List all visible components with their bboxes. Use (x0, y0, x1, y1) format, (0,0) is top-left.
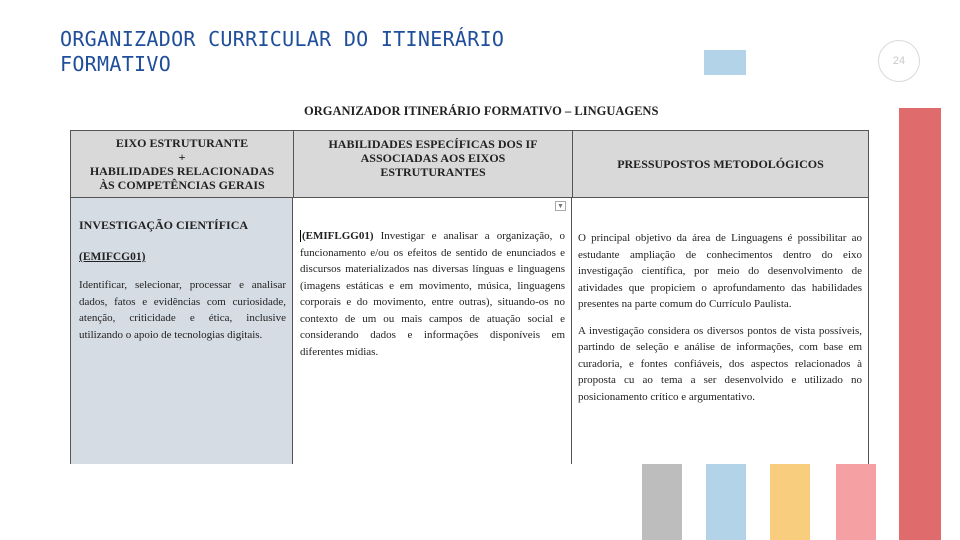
header-methodology: PRESSUPOSTOS METODOLÓGICOS (617, 157, 824, 171)
table-row (70, 198, 869, 464)
axis-cell (70, 198, 293, 464)
skill-paragraph (300, 228, 565, 360)
document-heading: ORGANIZADOR ITINERÁRIO FORMATIVO – LINGUAGENS (304, 104, 659, 118)
axis-code: (EMIFCG01) (79, 251, 146, 263)
header-axis-line2: + (178, 150, 186, 164)
header-axis-line4: ÀS COMPETÊNCIAS GERAIS (99, 178, 265, 192)
organizer-table (70, 130, 869, 464)
page-number-badge (878, 40, 920, 82)
page-number: 24 (892, 55, 906, 67)
header-skills-line2: ASSOCIADAS AOS EIXOS (360, 151, 506, 165)
decorative-gray-bar (642, 464, 682, 540)
header-skills-line1: HABILIDADES ESPECÍFICAS DOS IF (328, 137, 538, 151)
cell-dropdown-icon[interactable]: ▼ (555, 201, 566, 211)
methodology-cell (572, 198, 869, 464)
skill-description: Investigar e analisar a organização, o funcionamento e/ou os efeitos de sentido de enunciados e discursos materializados nas diversas línguas e linguagens (imagens estáticas e em movimento, música, linguagens corporais e do movimento, entre outras), situando-os no contexto de um ou mais campos de atuação social e considerando dados e informações disponíveis em diferentes mídias. (300, 230, 565, 358)
header-axis-line3: HABILIDADES RELACIONADAS (89, 164, 275, 178)
axis-title: INVESTIGAÇÃO CIENTÍFICA (79, 218, 249, 232)
axis-description: Identificar, selecionar, processar e analisar dados, fatos e evidências com curiosidade, atenção, criticidade e ética, inclusive utilizando o apoio de tecnologias digitais. (79, 279, 286, 341)
header-skills (294, 131, 573, 197)
slide-title-line2: FORMATIVO (60, 52, 172, 76)
header-skills-line3: ESTRUTURANTES (380, 165, 486, 179)
skills-cell (293, 198, 572, 464)
header-axis (71, 131, 294, 197)
skill-code: (EMIFLGG01) (302, 230, 374, 242)
header-axis-line1: EIXO ESTRUTURANTE (115, 136, 249, 150)
methodology-paragraph-2: A investigação considera os diversos pontos de vista possíveis, partindo de seleção e análise de informações, com base em curadoria, e fontes confiáveis, dos aspectos relacionados à proposta cu ao tema a ser desenvolvido e utilizado no posicionamento crítico e argumentativo. (578, 324, 862, 403)
slide-title (60, 27, 660, 77)
methodology-paragraph-1: O principal objetivo da área de Linguagens é possibilitar ao estudante ampliação de conhecimentos dentro do eixo investigação científica, por meio do desenvolvimento de atividades que propiciem o aprofundamento das habilidades presentes na parte comum do Currículo Paulista. (578, 232, 862, 310)
decorative-blue-rectangle (704, 50, 746, 75)
decorative-blue-bar (706, 464, 746, 540)
slide-title-line1: ORGANIZADOR CURRICULAR DO ITINERÁRIO (60, 27, 505, 51)
table-header-row (70, 130, 869, 198)
decorative-pink-bar (836, 464, 876, 540)
decorative-orange-bar (770, 464, 810, 540)
decorative-red-bar (899, 108, 941, 540)
